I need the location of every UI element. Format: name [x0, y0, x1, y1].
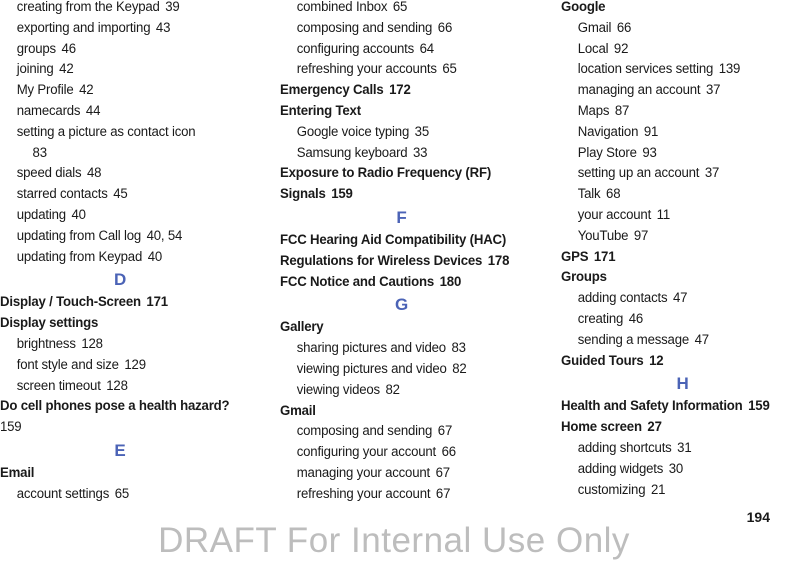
entry-page-ref: 159 [331, 186, 353, 203]
entry-page-ref: 47 [672, 290, 688, 307]
index-column-1 [0, 0, 262, 505]
entry-page-ref: 83 [451, 340, 466, 357]
index-sub-entry [561, 226, 775, 247]
entry-label: combined Inbox [296, 0, 388, 15]
entry-label: groups [16, 40, 56, 57]
entry-page-ref: 180 [439, 273, 462, 290]
index-sub-entry [0, 205, 244, 226]
entry-label: creating from the Keypad [16, 0, 160, 15]
entry-page-ref: 11 [656, 206, 670, 223]
entry-label: Health and Safety Information [561, 398, 743, 415]
entry-label: adding contacts [577, 290, 668, 307]
entry-label: Groups [561, 269, 607, 286]
index-sub-entry [280, 484, 524, 505]
index-sub-entry [0, 334, 244, 355]
index-sub-entry [561, 480, 775, 501]
entry-page-ref: 159 [748, 398, 770, 415]
entry-label: Google [561, 0, 606, 15]
entry-label: Navigation [577, 123, 639, 140]
entry-page-ref: 82 [452, 360, 467, 377]
entry-page-ref: 40, 54 [146, 227, 183, 244]
entry-page-ref: 129 [124, 356, 146, 373]
entry-label: Entering Text [280, 102, 361, 119]
index-sub-entry [280, 0, 524, 18]
entry-label: viewing videos [296, 381, 380, 398]
entry-page-ref: 35 [414, 123, 429, 140]
entry-label: sending a message [577, 331, 690, 348]
entry-page-ref: 66 [441, 444, 456, 461]
entry-page-ref: 47 [694, 331, 709, 348]
index-main-entry [0, 396, 244, 417]
index-sub-entry [0, 0, 244, 18]
section-letter-heading [0, 438, 240, 463]
entry-label: viewing pictures and video [296, 360, 447, 377]
entry-page-ref: 67 [437, 423, 453, 440]
section-letter: H [676, 374, 689, 394]
entry-page-ref: 42 [59, 61, 74, 78]
entry-page-ref: 67 [435, 464, 450, 481]
entry-label: YouTube [577, 227, 629, 244]
entry-page-ref: 43 [155, 19, 171, 36]
entry-label: speed dials [16, 165, 82, 182]
entry-page-ref: 178 [487, 252, 510, 269]
entry-label: My Profile [16, 82, 74, 99]
entry-label: managing your account [296, 464, 431, 481]
entry-page-ref: 12 [649, 352, 664, 369]
entry-label: Display settings [0, 315, 99, 332]
entry-label: Home screen [561, 419, 642, 436]
entry-label: account settings [16, 485, 110, 502]
entry-page-ref: 46 [628, 310, 644, 327]
entry-label: Gmail [280, 402, 316, 419]
index-main-entry [0, 417, 244, 438]
entry-label: Play Store [577, 144, 637, 161]
entry-page-ref: 65 [114, 485, 130, 502]
entry-page-ref: 48 [87, 165, 102, 182]
entry-page-ref: 65 [392, 0, 408, 15]
entry-label: refreshing your account [296, 485, 431, 502]
entry-page-ref: 39 [165, 0, 180, 15]
index-sub-entry [561, 330, 775, 351]
section-letter: G [394, 295, 409, 315]
index-sub-entry [0, 122, 244, 143]
entry-label: joining [16, 61, 54, 78]
index-column-2 [280, 0, 542, 505]
index-sub-entry [280, 359, 524, 380]
entry-page-ref: 31 [677, 439, 692, 456]
entry-label: updating from Keypad [16, 248, 143, 265]
entry-label: adding widgets [577, 460, 664, 477]
page-number: 194 [746, 509, 770, 525]
section-letter-heading [0, 267, 240, 292]
section-letter: F [396, 207, 407, 227]
entry-label: Talk [577, 186, 601, 203]
entry-page-ref: 128 [106, 377, 128, 394]
index-main-entry [280, 272, 524, 293]
entry-label: creating [577, 310, 624, 327]
entry-label: Emergency Calls [280, 82, 384, 99]
entry-label: Regulations for Wireless Devices [280, 252, 483, 269]
entry-label: managing an account [577, 82, 701, 99]
entry-label: composing and sending [296, 423, 433, 440]
index-main-entry [0, 313, 244, 334]
index-main-entry [561, 417, 775, 438]
entry-label: location services setting [577, 61, 714, 78]
entry-page-ref: 45 [113, 186, 128, 203]
index-sub-entry [280, 39, 524, 60]
index-sub-entry [561, 288, 775, 309]
entry-label: Local [577, 40, 609, 57]
entry-label: brightness [16, 335, 76, 352]
entry-label: FCC Hearing Aid Compatibility (HAC) [280, 231, 507, 248]
entry-page-ref: 91 [643, 123, 659, 140]
section-letter-heading [280, 205, 523, 230]
entry-label: your account [577, 206, 652, 223]
index-sub-entry [280, 463, 524, 484]
index-sub-entry [0, 59, 244, 80]
entry-page-ref: 21 [650, 481, 666, 498]
entry-label: setting a picture as contact icon [16, 123, 196, 140]
entry-page-ref: 139 [718, 61, 741, 78]
entry-label: Samsung keyboard [296, 144, 408, 161]
index-main-entry [561, 396, 775, 417]
index-sub-entry [561, 80, 775, 101]
index-sub-entry [561, 122, 775, 143]
entry-page-ref: 159 [0, 419, 22, 436]
entry-page-ref: 82 [385, 381, 400, 398]
index-sub-entry [280, 122, 524, 143]
entry-label: screen timeout [16, 377, 101, 394]
entry-label: font style and size [16, 356, 119, 373]
index-main-entry [561, 0, 775, 18]
entry-page-ref: 128 [81, 335, 103, 352]
index-main-entry [280, 230, 524, 251]
entry-label: Guided Tours [561, 352, 644, 369]
section-letter: E [114, 440, 126, 460]
entry-page-ref: 44 [85, 102, 101, 119]
entry-label: sharing pictures and video [296, 340, 446, 357]
entry-page-ref: 172 [389, 82, 411, 99]
index-sub-entry [0, 376, 244, 397]
entry-label: Display / Touch-Screen [0, 294, 141, 311]
index-sub-entry [280, 421, 524, 442]
index-sub-entry [0, 18, 244, 39]
entry-page-ref: 92 [613, 40, 629, 57]
entry-label: Signals [280, 186, 326, 203]
index-sub-entry [0, 184, 244, 205]
entry-page-ref: 171 [146, 294, 168, 311]
section-letter-heading [280, 292, 523, 317]
index-main-entry [280, 101, 524, 122]
index-main-entry [280, 80, 524, 101]
index-sub-entry [561, 459, 775, 480]
index-sub-entry [561, 309, 775, 330]
entry-label: Gmail [577, 19, 612, 36]
index-sub-entry [561, 59, 775, 80]
index-sub-entry [280, 442, 524, 463]
index-sub-entry [0, 101, 244, 122]
entry-label: GPS [561, 248, 589, 265]
entry-page-ref: 37 [704, 165, 720, 182]
index-sub-entry [0, 355, 244, 376]
entry-page-ref: 42 [79, 82, 94, 99]
entry-label: exporting and importing [16, 19, 151, 36]
entry-label: adding shortcuts [577, 439, 672, 456]
index-main-entry [280, 317, 524, 338]
index-sub-entry [280, 143, 524, 164]
entry-label: Email [0, 464, 35, 481]
entry-label: starred contacts [16, 186, 108, 203]
index-main-entry [561, 247, 775, 268]
entry-label: Do cell phones pose a health hazard? [0, 398, 230, 415]
index-main-entry [280, 251, 524, 272]
index-sub-entry [0, 143, 244, 164]
index-sub-entry [280, 18, 524, 39]
entry-label: configuring accounts [296, 40, 415, 57]
index-main-entry [0, 292, 244, 313]
entry-page-ref: 97 [633, 227, 649, 244]
entry-label: setting up an account [577, 165, 700, 182]
index-sub-entry [561, 205, 775, 226]
index-sub-entry [280, 59, 524, 80]
entry-label: namecards [16, 102, 81, 119]
index-column-3 [561, 0, 788, 500]
index-sub-entry [561, 101, 775, 122]
index-sub-entry [0, 484, 244, 505]
entry-page-ref: 40 [147, 248, 163, 265]
index-main-entry [0, 463, 244, 484]
entry-page-ref: 83 [32, 144, 47, 161]
entry-page-ref: 66 [437, 19, 453, 36]
index-sub-entry [0, 80, 244, 101]
index-sub-entry [561, 184, 775, 205]
entry-label: FCC Notice and Cautions [280, 273, 435, 290]
entry-label: Gallery [280, 319, 324, 336]
entry-label: updating [16, 206, 66, 223]
entry-label: customizing [577, 481, 646, 498]
index-sub-entry [561, 18, 775, 39]
entry-label: configuring your account [296, 444, 437, 461]
index-main-entry [561, 351, 775, 372]
entry-page-ref: 65 [442, 61, 457, 78]
entry-page-ref: 66 [616, 19, 632, 36]
entry-label: Exposure to Radio Frequency (RF) [280, 165, 492, 182]
draft-watermark: DRAFT For Internal Use Only [158, 521, 630, 560]
index-sub-entry [0, 39, 244, 60]
index-sub-entry [561, 143, 775, 164]
index-main-entry [280, 401, 524, 422]
entry-page-ref: 68 [606, 186, 621, 203]
index-sub-entry [0, 247, 244, 268]
entry-label: refreshing your accounts [296, 61, 437, 78]
entry-label: Google voice typing [296, 123, 410, 140]
index-sub-entry [561, 39, 775, 60]
index-main-entry [280, 163, 524, 184]
entry-page-ref: 64 [419, 40, 434, 57]
entry-page-ref: 67 [435, 485, 451, 502]
index-sub-entry [280, 338, 524, 359]
entry-page-ref: 46 [61, 40, 76, 57]
entry-page-ref: 87 [614, 102, 630, 119]
entry-page-ref: 93 [642, 144, 657, 161]
index-sub-entry [0, 163, 244, 184]
index-sub-entry [280, 380, 524, 401]
entry-label: composing and sending [296, 19, 433, 36]
index-main-entry [280, 184, 524, 205]
entry-page-ref: 37 [705, 82, 721, 99]
section-letter: D [113, 270, 127, 290]
entry-label: Maps [577, 102, 610, 119]
index-sub-entry [561, 438, 775, 459]
entry-label: updating from Call log [16, 227, 142, 244]
section-letter-heading [561, 371, 788, 396]
entry-page-ref: 27 [647, 419, 662, 436]
entry-page-ref: 30 [668, 460, 684, 477]
entry-page-ref: 40 [71, 206, 86, 223]
index-sub-entry [561, 163, 775, 184]
index-sub-entry [0, 226, 244, 247]
entry-page-ref: 171 [593, 248, 616, 265]
index-main-entry [561, 267, 775, 288]
entry-page-ref: 33 [413, 144, 428, 161]
